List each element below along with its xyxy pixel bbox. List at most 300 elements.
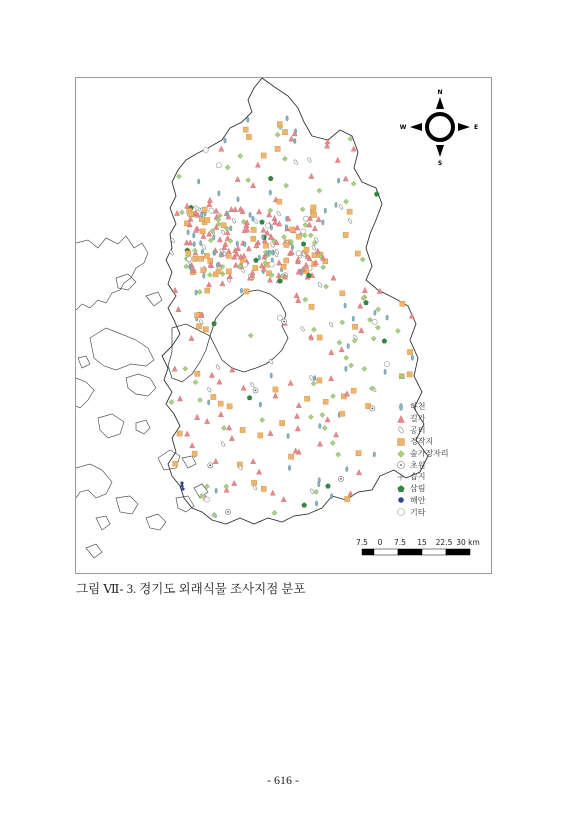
survey-point xyxy=(253,265,258,270)
legend-symbol-icon xyxy=(394,414,408,424)
survey-point xyxy=(311,381,316,386)
survey-point xyxy=(382,338,387,343)
survey-point xyxy=(221,223,226,228)
compass-south-label: S xyxy=(437,160,443,167)
survey-point xyxy=(246,134,251,139)
survey-point xyxy=(281,497,286,502)
survey-point xyxy=(180,481,183,484)
survey-point xyxy=(372,319,377,324)
survey-point xyxy=(257,209,262,214)
survey-point xyxy=(183,366,188,371)
survey-point xyxy=(356,451,361,456)
survey-point xyxy=(358,303,363,308)
survey-point xyxy=(324,284,329,289)
survey-point xyxy=(254,258,259,263)
survey-point xyxy=(339,204,344,210)
survey-point xyxy=(235,176,240,181)
survey-point xyxy=(251,227,256,232)
survey-point xyxy=(282,156,287,161)
compass-west-label: W xyxy=(399,124,407,131)
survey-point xyxy=(193,256,198,261)
survey-point xyxy=(335,202,337,207)
legend-symbol-icon xyxy=(394,449,408,459)
page-number: - 616 - xyxy=(267,773,299,787)
survey-point xyxy=(250,382,255,388)
survey-point xyxy=(169,250,174,256)
survey-point xyxy=(308,414,313,419)
survey-point xyxy=(226,253,231,258)
survey-point xyxy=(291,245,293,250)
survey-point xyxy=(193,242,195,247)
survey-point xyxy=(326,484,331,489)
survey-point xyxy=(226,509,231,514)
survey-point xyxy=(189,335,194,340)
survey-point xyxy=(269,262,274,267)
survey-point xyxy=(195,313,200,318)
survey-point xyxy=(221,441,226,447)
survey-point xyxy=(212,321,217,326)
survey-point xyxy=(216,263,218,268)
survey-point xyxy=(203,273,205,278)
survey-point xyxy=(237,197,239,202)
survey-point xyxy=(337,178,339,183)
survey-point xyxy=(251,183,256,188)
survey-point xyxy=(247,395,252,400)
survey-point xyxy=(251,459,256,464)
legend-symbol-icon xyxy=(394,484,408,494)
survey-point xyxy=(207,197,212,202)
legend-label: 하천 xyxy=(410,402,426,412)
survey-point xyxy=(296,234,301,239)
survey-point xyxy=(206,282,211,287)
survey-point xyxy=(211,394,216,399)
legend-item xyxy=(394,471,486,483)
survey-point xyxy=(325,417,330,422)
survey-point xyxy=(207,272,212,277)
survey-point xyxy=(300,207,305,212)
survey-point xyxy=(346,467,348,472)
survey-point xyxy=(253,388,258,393)
survey-point xyxy=(384,362,389,367)
survey-point xyxy=(215,364,220,370)
survey-point xyxy=(229,435,234,440)
survey-point xyxy=(173,288,178,293)
survey-point xyxy=(258,255,260,260)
survey-point xyxy=(338,476,343,481)
compass-rose xyxy=(400,89,478,167)
coastline-islands xyxy=(76,236,208,558)
survey-point xyxy=(205,218,210,223)
survey-point xyxy=(192,451,197,456)
survey-point xyxy=(290,227,295,232)
survey-point xyxy=(198,179,200,184)
survey-point xyxy=(262,234,264,239)
survey-point xyxy=(318,482,320,487)
survey-point xyxy=(370,406,375,411)
survey-point xyxy=(249,212,251,217)
scale-label: 7.5 xyxy=(394,538,406,547)
survey-point xyxy=(345,496,350,501)
legend-symbol-icon xyxy=(394,402,408,412)
survey-point xyxy=(284,242,289,247)
survey-point xyxy=(221,426,226,431)
survey-point xyxy=(196,324,201,329)
survey-point xyxy=(284,183,289,188)
survey-point xyxy=(195,414,200,419)
compass-arrow-south xyxy=(436,145,444,157)
survey-point xyxy=(172,366,177,371)
survey-point xyxy=(351,388,356,393)
compass-arrow-west xyxy=(410,123,422,131)
survey-point xyxy=(201,244,206,250)
legend-label: 습지 xyxy=(410,472,426,482)
legend-item xyxy=(394,413,486,425)
survey-point xyxy=(317,378,322,383)
legend-item xyxy=(394,495,486,507)
legend-item xyxy=(394,459,486,471)
survey-point xyxy=(348,491,353,496)
survey-point xyxy=(226,269,231,274)
survey-point xyxy=(293,448,298,453)
survey-point xyxy=(226,212,228,217)
survey-point xyxy=(218,412,223,417)
survey-point xyxy=(310,488,315,494)
survey-point xyxy=(322,220,324,225)
survey-point xyxy=(311,205,316,210)
survey-point xyxy=(189,211,194,216)
survey-point xyxy=(296,251,301,256)
survey-point xyxy=(345,366,347,371)
survey-point xyxy=(272,216,277,221)
legend-symbol-icon xyxy=(394,507,408,517)
survey-point xyxy=(226,248,231,253)
survey-point xyxy=(216,163,221,168)
legend-label: 경작지 xyxy=(410,437,434,447)
survey-point xyxy=(362,366,367,371)
survey-points xyxy=(169,116,415,518)
seoul-boundary xyxy=(210,290,288,372)
survey-point xyxy=(251,236,256,241)
scale-label: 30 km xyxy=(456,538,480,547)
survey-point xyxy=(352,324,357,329)
survey-point xyxy=(314,489,319,494)
survey-point xyxy=(329,350,334,355)
survey-point xyxy=(347,344,349,349)
survey-point xyxy=(193,233,195,238)
survey-point xyxy=(241,385,246,390)
survey-point xyxy=(348,363,353,368)
survey-point xyxy=(190,266,192,271)
survey-point xyxy=(308,233,313,238)
survey-point xyxy=(185,203,190,208)
survey-point xyxy=(296,298,301,303)
survey-point xyxy=(255,162,260,167)
survey-point xyxy=(288,465,290,470)
survey-point xyxy=(201,233,206,238)
legend-item xyxy=(394,506,486,518)
survey-point xyxy=(355,251,360,256)
survey-point xyxy=(330,440,335,445)
survey-point xyxy=(275,146,280,151)
survey-point xyxy=(187,256,192,261)
figure-caption: 그림 Ⅶ- 3. 경기도 외래식물 조사지점 분포 xyxy=(76,582,306,596)
survey-point xyxy=(330,494,332,499)
survey-point xyxy=(220,229,225,235)
survey-point xyxy=(261,227,266,232)
survey-point xyxy=(304,262,309,267)
survey-point xyxy=(204,253,209,258)
survey-point xyxy=(400,301,405,306)
survey-point xyxy=(330,394,335,399)
survey-point xyxy=(257,469,262,474)
survey-point xyxy=(395,328,400,333)
legend-label: 삼림 xyxy=(410,484,426,494)
survey-point xyxy=(407,350,412,355)
survey-point xyxy=(270,373,272,378)
survey-point xyxy=(329,322,334,328)
survey-point xyxy=(263,243,268,248)
survey-point xyxy=(281,264,286,269)
survey-point xyxy=(266,251,268,256)
survey-point xyxy=(236,241,238,246)
legend-label: 길가 xyxy=(410,414,426,424)
legend-item xyxy=(394,448,486,460)
survey-point xyxy=(184,264,189,269)
survey-point xyxy=(265,230,270,235)
survey-point xyxy=(273,393,278,398)
survey-point xyxy=(268,176,273,181)
survey-point xyxy=(260,220,265,225)
survey-point xyxy=(282,130,287,135)
survey-point xyxy=(348,218,353,224)
survey-point xyxy=(268,430,273,435)
survey-point xyxy=(384,369,386,374)
survey-point xyxy=(284,258,289,263)
legend-symbol-icon xyxy=(394,437,408,447)
survey-point xyxy=(323,399,328,404)
legend-label: 기타 xyxy=(410,507,426,517)
survey-point xyxy=(311,245,316,251)
survey-point xyxy=(312,226,317,231)
survey-point xyxy=(371,336,376,341)
survey-point xyxy=(229,207,234,212)
survey-point xyxy=(286,116,288,121)
survey-point xyxy=(217,237,222,242)
map-figure xyxy=(75,77,492,574)
survey-point xyxy=(244,289,249,294)
survey-point xyxy=(227,404,232,409)
survey-point xyxy=(285,225,287,230)
survey-point xyxy=(360,257,365,262)
survey-point xyxy=(175,210,180,215)
survey-point xyxy=(311,212,316,217)
legend-symbol-icon xyxy=(394,472,408,482)
survey-point xyxy=(300,326,305,332)
survey-point xyxy=(219,146,224,151)
survey-point xyxy=(252,216,254,221)
survey-point xyxy=(272,250,274,255)
survey-point xyxy=(280,421,285,426)
survey-point xyxy=(205,418,210,423)
survey-point xyxy=(208,463,213,468)
survey-point xyxy=(268,208,273,213)
survey-point xyxy=(294,293,299,298)
survey-point xyxy=(240,427,245,432)
survey-point xyxy=(193,380,198,385)
survey-point xyxy=(314,376,316,381)
survey-point xyxy=(334,432,339,437)
survey-point xyxy=(218,401,223,406)
survey-point xyxy=(202,207,207,212)
legend-item xyxy=(394,424,486,436)
survey-point xyxy=(309,375,314,381)
compass-east-label: E xyxy=(473,124,479,131)
survey-point xyxy=(317,335,322,340)
survey-point xyxy=(258,433,263,438)
survey-point xyxy=(321,265,326,270)
survey-point xyxy=(173,461,178,466)
survey-point xyxy=(272,510,277,515)
survey-point xyxy=(374,192,379,197)
legend-symbol-icon xyxy=(394,495,408,505)
survey-point xyxy=(277,122,282,127)
survey-point xyxy=(187,230,189,235)
survey-point xyxy=(201,212,203,217)
survey-point xyxy=(362,287,367,292)
survey-point xyxy=(185,431,190,436)
survey-point xyxy=(376,307,381,312)
scale-label: 22.5 xyxy=(435,538,453,547)
legend-item xyxy=(394,436,486,448)
survey-point xyxy=(207,387,212,393)
survey-point xyxy=(240,288,242,293)
survey-point xyxy=(340,291,345,296)
survey-point xyxy=(347,209,352,214)
survey-point xyxy=(409,313,414,318)
survey-point xyxy=(304,247,309,252)
survey-point xyxy=(303,297,308,302)
survey-point xyxy=(214,208,219,213)
survey-point xyxy=(218,191,220,196)
survey-point xyxy=(294,413,299,418)
legend-label: 해안 xyxy=(410,495,426,505)
scale-bar-labels xyxy=(356,538,486,548)
survey-point xyxy=(307,157,312,163)
survey-point xyxy=(224,138,226,143)
survey-point xyxy=(246,246,251,251)
survey-point xyxy=(232,480,237,485)
survey-point xyxy=(295,225,300,230)
survey-point xyxy=(386,315,388,320)
survey-point xyxy=(180,484,183,487)
scale-segment xyxy=(446,549,470,555)
survey-point xyxy=(335,157,340,162)
scale-label: 0 xyxy=(377,538,383,547)
survey-point xyxy=(217,379,222,384)
survey-point xyxy=(340,320,345,325)
survey-point xyxy=(177,431,182,436)
survey-point xyxy=(265,223,270,228)
survey-point xyxy=(244,242,246,247)
compass-ring xyxy=(427,114,453,140)
survey-point xyxy=(340,411,345,416)
survey-point xyxy=(322,425,327,430)
survey-point xyxy=(293,159,298,165)
survey-point xyxy=(373,452,375,457)
survey-point xyxy=(238,153,243,158)
survey-point xyxy=(277,315,282,320)
survey-point xyxy=(169,400,174,405)
survey-point xyxy=(197,397,202,402)
survey-point xyxy=(216,269,221,274)
survey-point xyxy=(407,372,412,377)
map-legend xyxy=(394,401,486,518)
survey-point xyxy=(235,246,240,251)
survey-point xyxy=(329,376,334,381)
survey-point xyxy=(356,470,361,475)
survey-point xyxy=(195,290,197,295)
survey-point xyxy=(200,241,202,246)
legend-label: 공터 xyxy=(410,425,426,435)
survey-point xyxy=(203,147,208,152)
gyeonggi-boundary xyxy=(162,78,428,524)
survey-point xyxy=(260,417,265,422)
survey-point xyxy=(287,433,289,438)
survey-point xyxy=(176,174,181,179)
survey-point xyxy=(288,380,293,385)
survey-point xyxy=(227,425,232,430)
survey-point xyxy=(296,403,301,408)
survey-point xyxy=(336,452,341,457)
survey-point xyxy=(320,412,325,417)
survey-point xyxy=(289,454,294,459)
survey-point xyxy=(230,367,235,372)
survey-point xyxy=(224,484,229,489)
survey-point xyxy=(375,325,380,330)
survey-point xyxy=(277,260,282,265)
legend-item xyxy=(394,483,486,495)
survey-point xyxy=(190,443,195,448)
survey-point xyxy=(179,210,184,215)
survey-point xyxy=(301,241,306,246)
legend-label: 숲가장자리 xyxy=(410,449,449,459)
survey-point xyxy=(276,211,281,217)
survey-point xyxy=(364,300,369,305)
survey-point xyxy=(311,327,316,332)
scale-label: 15 xyxy=(417,538,427,547)
survey-point xyxy=(247,117,249,122)
survey-point xyxy=(295,426,300,431)
survey-point xyxy=(209,208,214,213)
survey-point xyxy=(319,423,321,428)
survey-point xyxy=(289,136,294,141)
survey-point xyxy=(377,288,382,293)
survey-point xyxy=(352,316,354,321)
scale-label: 7.5 xyxy=(356,538,368,547)
survey-point xyxy=(241,253,246,258)
survey-point xyxy=(204,497,209,502)
survey-point xyxy=(305,396,310,401)
scale-segment xyxy=(422,549,446,555)
survey-point xyxy=(201,249,203,254)
survey-point xyxy=(343,232,348,237)
survey-point xyxy=(205,288,210,293)
survey-point xyxy=(359,328,364,333)
survey-point xyxy=(270,490,275,495)
survey-point xyxy=(188,240,193,245)
survey-point xyxy=(223,241,228,246)
compass-north-label: N xyxy=(437,89,443,96)
